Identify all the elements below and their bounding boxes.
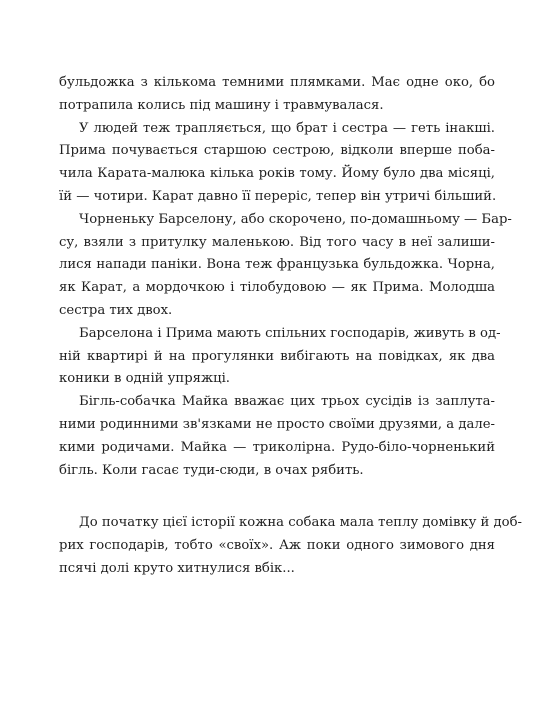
text-line: бігль. Коли гасає туди-сюди, в очах рябить. — [59, 462, 364, 478]
text-line: чила Карата-малюка кілька років тому. Йому було два місяці, — [59, 166, 495, 182]
text-line: ними родинними зв'язками не просто своїми друзями, а дале- — [59, 416, 495, 432]
paragraph — [59, 118, 495, 209]
text-line: їй — чотири. Карат давно її переріс, тепер він утричі більший. — [59, 188, 497, 204]
paragraph — [59, 209, 512, 323]
paragraph — [59, 391, 495, 482]
text-line: До початку цієї історії кожна собака мала теплу домівку й доб- — [79, 515, 522, 531]
text-line: Чорненьку Барселону, або скорочено, по-домашньому — Бар- — [79, 211, 512, 227]
paragraph — [59, 512, 522, 580]
text-line: лися напади паніки. Вона теж французька бульдожка. Чорна, — [59, 257, 495, 273]
text-line: псячі долі круто хитнулися вбік... — [59, 560, 295, 576]
text-line: як Карат, а мордочкою і тілобудовою — як Прима. Молодша — [59, 280, 495, 296]
text-line: У людей теж трапляється, що брат і сестра — геть інакші. — [79, 120, 495, 136]
paragraph — [59, 323, 501, 391]
text-line: бульдожка з кількома темними плямками. Має одне око, бо — [59, 75, 495, 90]
text-line: коники в одній упряжці. — [59, 371, 230, 387]
section-break — [59, 482, 495, 512]
text-line: ній квартирі й на прогулянки вибігають на повідках, як два — [59, 348, 495, 364]
body-text — [59, 72, 522, 581]
text-line: су, взяли з притулку маленькою. Від того часу в неї залиши- — [59, 234, 495, 250]
text-line: сестра тих двох. — [59, 302, 173, 318]
text-line: Барселона і Прима мають спільних господарів, живуть в од- — [79, 325, 501, 341]
text-line: Бігль-собачка Майка вважає цих трьох сусідів із заплута- — [79, 394, 495, 410]
text-line: кими родичами. Майка — триколірна. Рудо-біло-чорненький — [59, 439, 495, 455]
text-line: потрапила колись під машину і травмувалася. — [59, 97, 384, 113]
paragraph — [59, 72, 495, 118]
text-line: рих господарів, тобто «своїх». Аж поки одного зимового дня — [59, 538, 495, 554]
text-line: Прима почувається старшою сестрою, відколи вперше поба- — [59, 143, 495, 159]
